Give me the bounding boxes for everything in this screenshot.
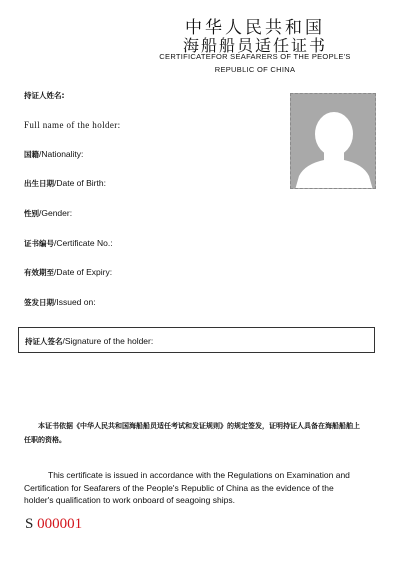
holder-name-en-label: Full name of the holder: [24,120,121,130]
holder-name-cn-label [24,90,65,101]
gender-label [24,208,72,219]
signature-cn-text: 持证人签名 [25,337,63,346]
title-chinese: 中华人民共和国 [185,18,325,38]
title-english-line2: REPUBLIC OF CHINA [214,65,296,74]
signature-label [25,336,153,347]
title-english-line1: CERTIFICATEFOR SEAFARERS OF THE PEOPLE'S [159,52,351,61]
certificate-no-en-text: /Certificate No.: [54,238,113,248]
holder-photo-placeholder [290,93,376,189]
dob-en-text: /Date of Birth: [54,178,106,188]
holder-name-cn-text: 持证人姓名: [24,91,65,100]
certificate-note-chinese: 本证书依据《中华人民共和国海船船员适任考试和发证规则》的规定签发，证明持证人具备在海船船舶上任职的资格。 [24,422,360,444]
nationality-en-text: /Nationality: [39,149,84,159]
nationality-label [24,149,83,160]
expiry-en-text: /Date of Expiry: [54,267,113,277]
certificate-no-label [24,238,113,249]
signature-box[interactable] [18,327,375,353]
subtitle-chinese: 海船船员适任证书 [182,36,327,55]
issued-on-cn-text: 签发日期 [24,298,54,307]
gender-en-text: /Gender: [39,208,73,218]
person-silhouette-icon [291,94,376,189]
certificate-no-cn-text: 证书编号 [24,239,54,248]
issued-on-en-text: /Issued on: [54,297,96,307]
issued-on-label [24,297,96,308]
dob-label [24,178,106,189]
nationality-cn-text: 国籍 [24,150,39,159]
serial-number [25,516,82,533]
serial-prefix: S [25,516,34,532]
certificate-note-english: This certificate is issued in accordance with the Regulations on Examination and Certification for Seafarers of the People's Republic of China as the evidence of the holder's qualification to work onboard of seagoing ships. [24,470,350,505]
gender-cn-text: 性别 [24,209,39,218]
serial-digits: 000001 [37,516,83,532]
dob-cn-text: 出生日期 [24,179,54,188]
expiry-cn-text: 有效期至 [24,268,54,277]
signature-en-text: /Signature of the holder: [62,336,154,346]
expiry-label [24,267,112,278]
